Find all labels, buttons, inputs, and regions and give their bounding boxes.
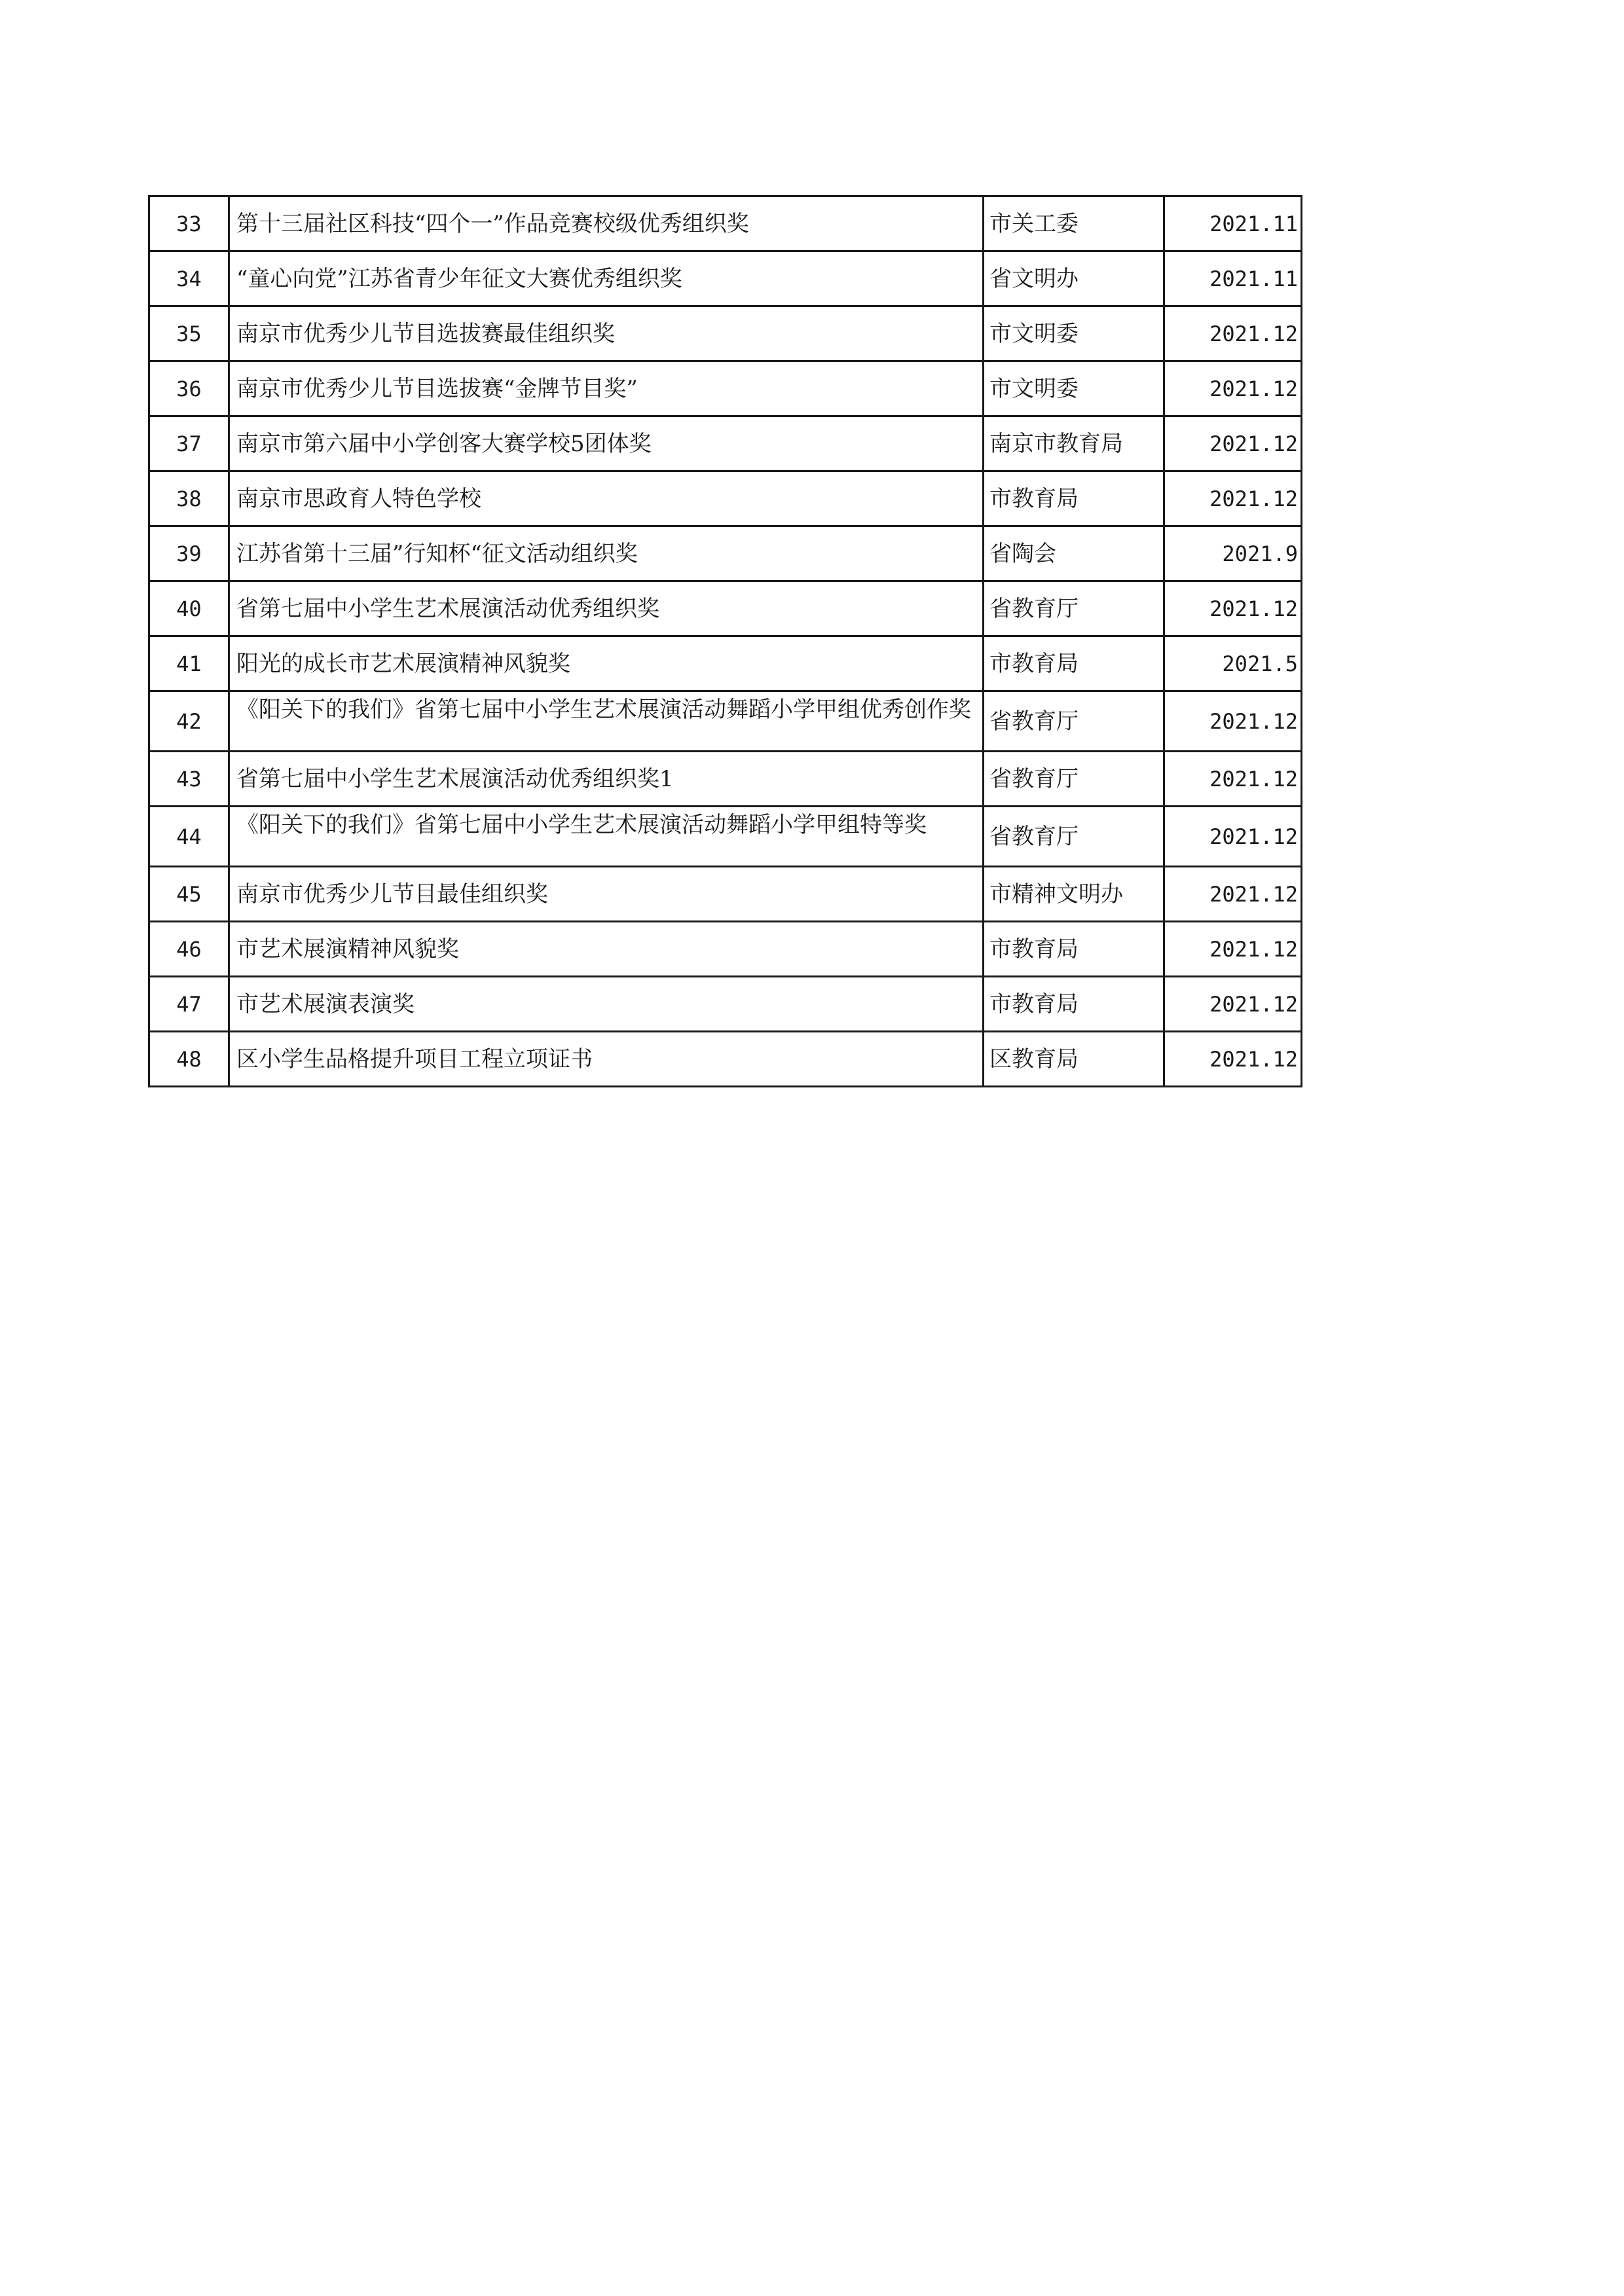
award-name-cell: 省第七届中小学生艺术展演活动优秀组织奖1 xyxy=(229,752,984,807)
award-number-cell: 45 xyxy=(149,867,229,922)
award-date-cell: 2021.5 xyxy=(1164,636,1302,691)
award-name-cell: 南京市思政育人特色学校 xyxy=(229,471,984,526)
awarding-organization-cell: 区教育局 xyxy=(984,1032,1164,1087)
award-date-cell: 2021.12 xyxy=(1164,361,1302,416)
award-number-cell: 47 xyxy=(149,977,229,1032)
award-number-cell: 34 xyxy=(149,251,229,306)
award-date-cell: 2021.12 xyxy=(1164,807,1302,867)
awarding-organization-cell: 市教育局 xyxy=(984,977,1164,1032)
award-name-cell: 《阳关下的我们》省第七届中小学生艺术展演活动舞蹈小学甲组优秀创作奖 xyxy=(229,691,984,752)
table-row xyxy=(149,636,1302,691)
award-number-cell: 40 xyxy=(149,581,229,636)
award-date-cell: 2021.12 xyxy=(1164,691,1302,752)
awarding-organization-cell: 省教育厅 xyxy=(984,581,1164,636)
table-row xyxy=(149,471,1302,526)
awarding-organization-cell: 省教育厅 xyxy=(984,691,1164,752)
award-date-cell: 2021.12 xyxy=(1164,306,1302,361)
award-name-cell: 省第七届中小学生艺术展演活动优秀组织奖 xyxy=(229,581,984,636)
table-row xyxy=(149,752,1302,807)
awarding-organization-cell: 市教育局 xyxy=(984,922,1164,977)
table-row xyxy=(149,977,1302,1032)
award-date-cell: 2021.12 xyxy=(1164,471,1302,526)
award-date-cell: 2021.12 xyxy=(1164,416,1302,471)
table-row xyxy=(149,196,1302,251)
awarding-organization-cell: 市关工委 xyxy=(984,196,1164,251)
award-name-cell: 《阳关下的我们》省第七届中小学生艺术展演活动舞蹈小学甲组特等奖 xyxy=(229,807,984,867)
award-date-cell: 2021.11 xyxy=(1164,251,1302,306)
award-number-cell: 46 xyxy=(149,922,229,977)
award-name-cell: 南京市优秀少儿节目最佳组织奖 xyxy=(229,867,984,922)
award-number-cell: 33 xyxy=(149,196,229,251)
table-row xyxy=(149,581,1302,636)
table-row xyxy=(149,306,1302,361)
awarding-organization-cell: 市文明委 xyxy=(984,306,1164,361)
award-name-cell: 南京市优秀少儿节目选拔赛“金牌节目奖” xyxy=(229,361,984,416)
awarding-organization-cell: 市教育局 xyxy=(984,636,1164,691)
table-row xyxy=(149,867,1302,922)
award-number-cell: 38 xyxy=(149,471,229,526)
award-number-cell: 43 xyxy=(149,752,229,807)
award-name-cell: 市艺术展演表演奖 xyxy=(229,977,984,1032)
awarding-organization-cell: 省陶会 xyxy=(984,526,1164,581)
awarding-organization-cell: 市教育局 xyxy=(984,471,1164,526)
awarding-organization-cell: 省文明办 xyxy=(984,251,1164,306)
awarding-organization-cell: 市文明委 xyxy=(984,361,1164,416)
award-name-cell: 第十三届社区科技“四个一”作品竞赛校级优秀组织奖 xyxy=(229,196,984,251)
award-number-cell: 39 xyxy=(149,526,229,581)
table-row xyxy=(149,526,1302,581)
award-number-cell: 41 xyxy=(149,636,229,691)
award-number-cell: 42 xyxy=(149,691,229,752)
award-number-cell: 35 xyxy=(149,306,229,361)
award-date-cell: 2021.12 xyxy=(1164,922,1302,977)
awards-table xyxy=(148,195,1302,1087)
award-name-cell: 江苏省第十三届”行知杯“征文活动组织奖 xyxy=(229,526,984,581)
award-name-cell: 南京市第六届中小学创客大赛学校5团体奖 xyxy=(229,416,984,471)
awarding-organization-cell: 省教育厅 xyxy=(984,752,1164,807)
award-date-cell: 2021.9 xyxy=(1164,526,1302,581)
award-date-cell: 2021.12 xyxy=(1164,867,1302,922)
award-date-cell: 2021.11 xyxy=(1164,196,1302,251)
award-date-cell: 2021.12 xyxy=(1164,977,1302,1032)
award-number-cell: 37 xyxy=(149,416,229,471)
table-row xyxy=(149,922,1302,977)
award-name-cell: “童心向党”江苏省青少年征文大赛优秀组织奖 xyxy=(229,251,984,306)
award-date-cell: 2021.12 xyxy=(1164,581,1302,636)
table-row xyxy=(149,251,1302,306)
award-date-cell: 2021.12 xyxy=(1164,752,1302,807)
awarding-organization-cell: 省教育厅 xyxy=(984,807,1164,867)
table-row xyxy=(149,691,1302,752)
award-name-cell: 区小学生品格提升项目工程立项证书 xyxy=(229,1032,984,1087)
award-name-cell: 南京市优秀少儿节目选拔赛最佳组织奖 xyxy=(229,306,984,361)
award-name-cell: 市艺术展演精神风貌奖 xyxy=(229,922,984,977)
award-date-cell: 2021.12 xyxy=(1164,1032,1302,1087)
award-number-cell: 44 xyxy=(149,807,229,867)
table-row xyxy=(149,807,1302,867)
table-row xyxy=(149,1032,1302,1087)
award-name-cell: 阳光的成长市艺术展演精神风貌奖 xyxy=(229,636,984,691)
award-number-cell: 48 xyxy=(149,1032,229,1087)
table-row xyxy=(149,416,1302,471)
awarding-organization-cell: 市精神文明办 xyxy=(984,867,1164,922)
table-row xyxy=(149,361,1302,416)
awards-table-body xyxy=(149,196,1302,1087)
award-number-cell: 36 xyxy=(149,361,229,416)
awarding-organization-cell: 南京市教育局 xyxy=(984,416,1164,471)
